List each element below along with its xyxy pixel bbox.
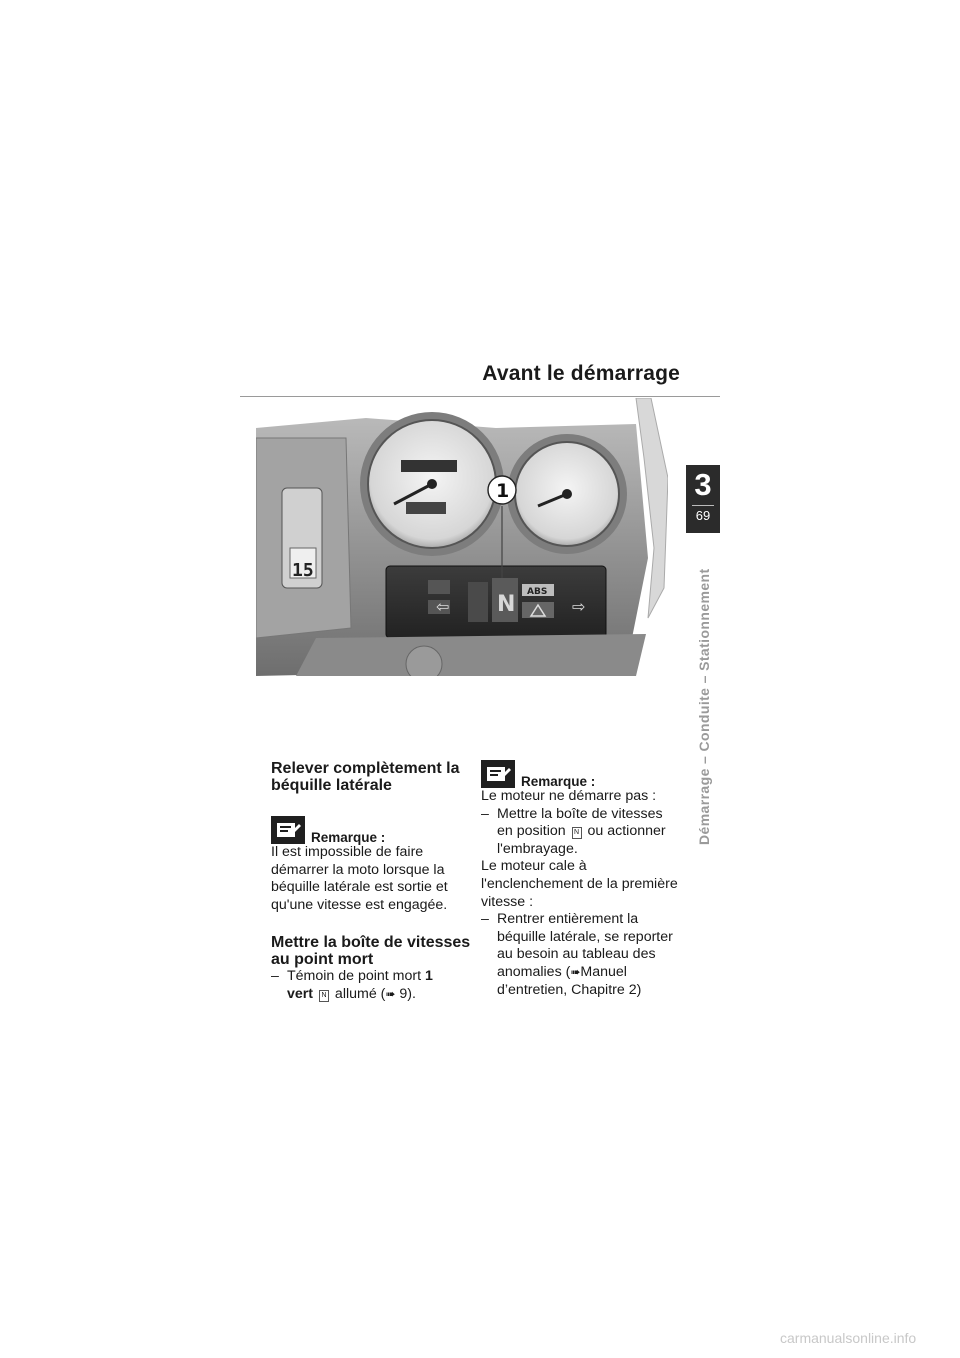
svg-text:⇨: ⇨ [572,597,586,616]
list-item: – Mettre la boîte de vitesses en position N ou actionner l'embrayage. [481,805,666,857]
page-number: 69 [695,508,711,523]
note-line: Le moteur ne démarre pas : [481,788,657,804]
svg-text:⇦: ⇦ [436,597,450,616]
note-text: Il est impossible de faire démarrer la moto lorsque la béquille latérale est sortie et qu'une vitesse est engagée. [271,844,448,913]
neutral-symbol-icon: N [572,827,582,839]
page-reference-arrow-icon: ➠ [385,986,396,1001]
neutral-symbol-icon: N [319,990,329,1002]
abs-indicator-label: ABS [527,587,548,597]
svg-text:15: 15 [292,560,314,581]
watermark: carmanualsonline.info [780,1330,917,1346]
section-heading-side-stand: Relever complètement la béquille latérale [271,760,460,794]
page-reference-arrow-icon: ➠ [570,964,581,979]
note-label: Remarque : [521,774,596,789]
note-icon [481,760,515,788]
chapter-side-label: Démarrage – Conduite – Stationnement [696,568,712,845]
note-icon [271,816,305,844]
right-column [481,760,681,999]
note-label: Remarque : [311,830,386,845]
list-item: – Rentrer entièrement la béquille latérale, se reporter au besoin au tableau des anomalies (➠Manuel d’entretien, Chapitre 2) [481,911,673,998]
chapter-number: 3 [694,467,712,502]
left-column [271,760,471,1004]
section-heading-neutral: Mettre la boîte de vitesses au point mort [271,934,471,969]
note-line: Le moteur cale à l'enclenchement de la première vitesse : [481,858,678,910]
title-divider [240,396,720,397]
chapter-divider [692,505,714,506]
instrument-cluster-photo [256,398,668,676]
page-title: Avant le démarrage [482,362,680,385]
neutral-indicator-label: N [497,592,516,617]
note-header [481,760,681,788]
note-header [271,816,471,844]
list-item: – Témoin de point mort 1 vert N allumé (➠ 9). [271,968,433,1002]
callout-number: 1 [496,480,510,502]
